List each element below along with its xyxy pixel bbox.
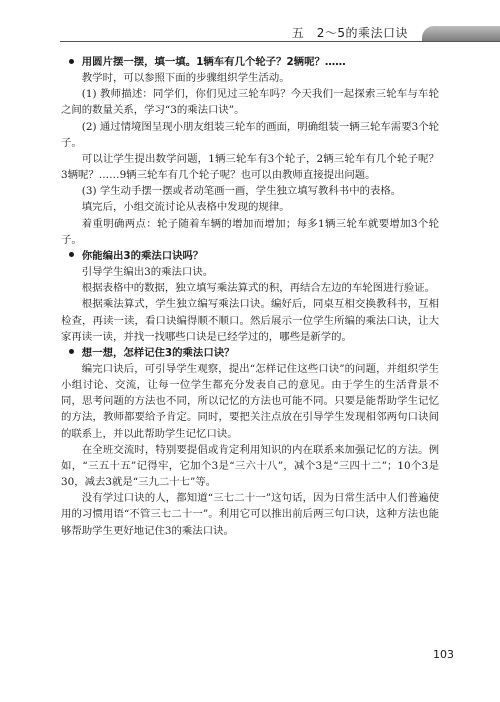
header-tab-decoration [422,26,500,41]
paragraph: 没有学过口诀的人，都知道“三七二十一”这句话，因为日常生活中人们普遍使用的习惯用语“不管三七二十一”。利用它可以推出前后两三句口诀，这种方法也能够帮助学生更好地记住3的乘法口诀。 [61,492,439,537]
page-header [0,24,500,42]
bullet-icon [69,349,74,354]
paragraph: 根据乘法算式，学生独立编写乘法口诀。编好后，同桌互相交换教科书，互相检查，再读一读，看口诀编得顺不顺口。然后展示一位学生所编的乘法口诀，让大家再读一读，并找一找哪些口诀是已经学过的，哪些是新学的。 [61,298,439,343]
header-rule [60,41,500,42]
paragraph: 填完后，小组交流讨论从表格中发现的规律。 [81,201,290,214]
paragraph: 编完口诀后，可引导学生观察，提出“怎样记住这些口诀”的问题，并组织学生小组讨论、交流，让每一位学生都充分发表自己的意见。由于学生的生活背景不同，思考问题的方法也不同，所以记忆的方法也可能不同。只要是能帮助学生记忆的方法，教师都要给予肯定。同时，要把关注点放在引导学生发现相邻两句口诀间的联系上，并以此帮助学生记忆口诀。 [61,362,439,440]
section-heading: 想一想，怎样记住3的乘法口诀？ [61,345,439,361]
section-heading: 你能编出3的乘法口诀吗？ [61,248,439,264]
section-heading: 用圆片摆一摆，填一填。1辆车有几个轮子？2辆呢？…… [61,54,439,70]
paragraph: 着重明确两点：轮子随着车辆的增加而增加；每多1辆三轮车就要增加3个轮子。 [61,217,439,246]
paragraph: (2) 通过情境图呈现小朋友组装三轮车的画面，明确组装一辆三轮车需要3个轮子。 [61,120,439,149]
paragraph: 在全班交流时，特别要提倡或肯定利用知识的内在联系来加强记忆的方法。例如，“三五十五”记得牢，它加个3是“三六十八”，减个3是“三四十二”；10个3是30，减去3就是“三九二十七”等。 [61,443,439,489]
paragraph: 根据表格中的数据，独立填写乘法算式的积，再结合左边的车轮图进行验证。 [81,282,436,295]
bullet-icon [69,59,74,64]
paragraph: (1) 教师描述：同学们，你们见过三轮车吗？今天我们一起探索三轮车与车轮之间的数量关系，学习“3的乘法口诀”。 [61,88,439,117]
chapter-title: 五 2～5的乘法口诀 [291,26,408,40]
paragraph: 引导学生编出3的乘法口诀。 [81,266,214,279]
paragraph: 可以让学生提出数学问题，1辆三轮车有3个轮子，2辆三轮车有几个轮子呢？3辆呢？……9辆三轮车有几个轮子呢？也可以由教师直接提出问题。 [61,152,439,182]
paragraph: (3) 学生动手摆一摆或者动笔画一画，学生独立填写教科书中的表格。 [81,185,402,198]
page-number: 103 [433,648,454,661]
bullet-icon [69,252,74,257]
page-body [61,54,439,539]
paragraph: 教学时，可以参照下面的步骤组织学生活动。 [81,72,290,85]
